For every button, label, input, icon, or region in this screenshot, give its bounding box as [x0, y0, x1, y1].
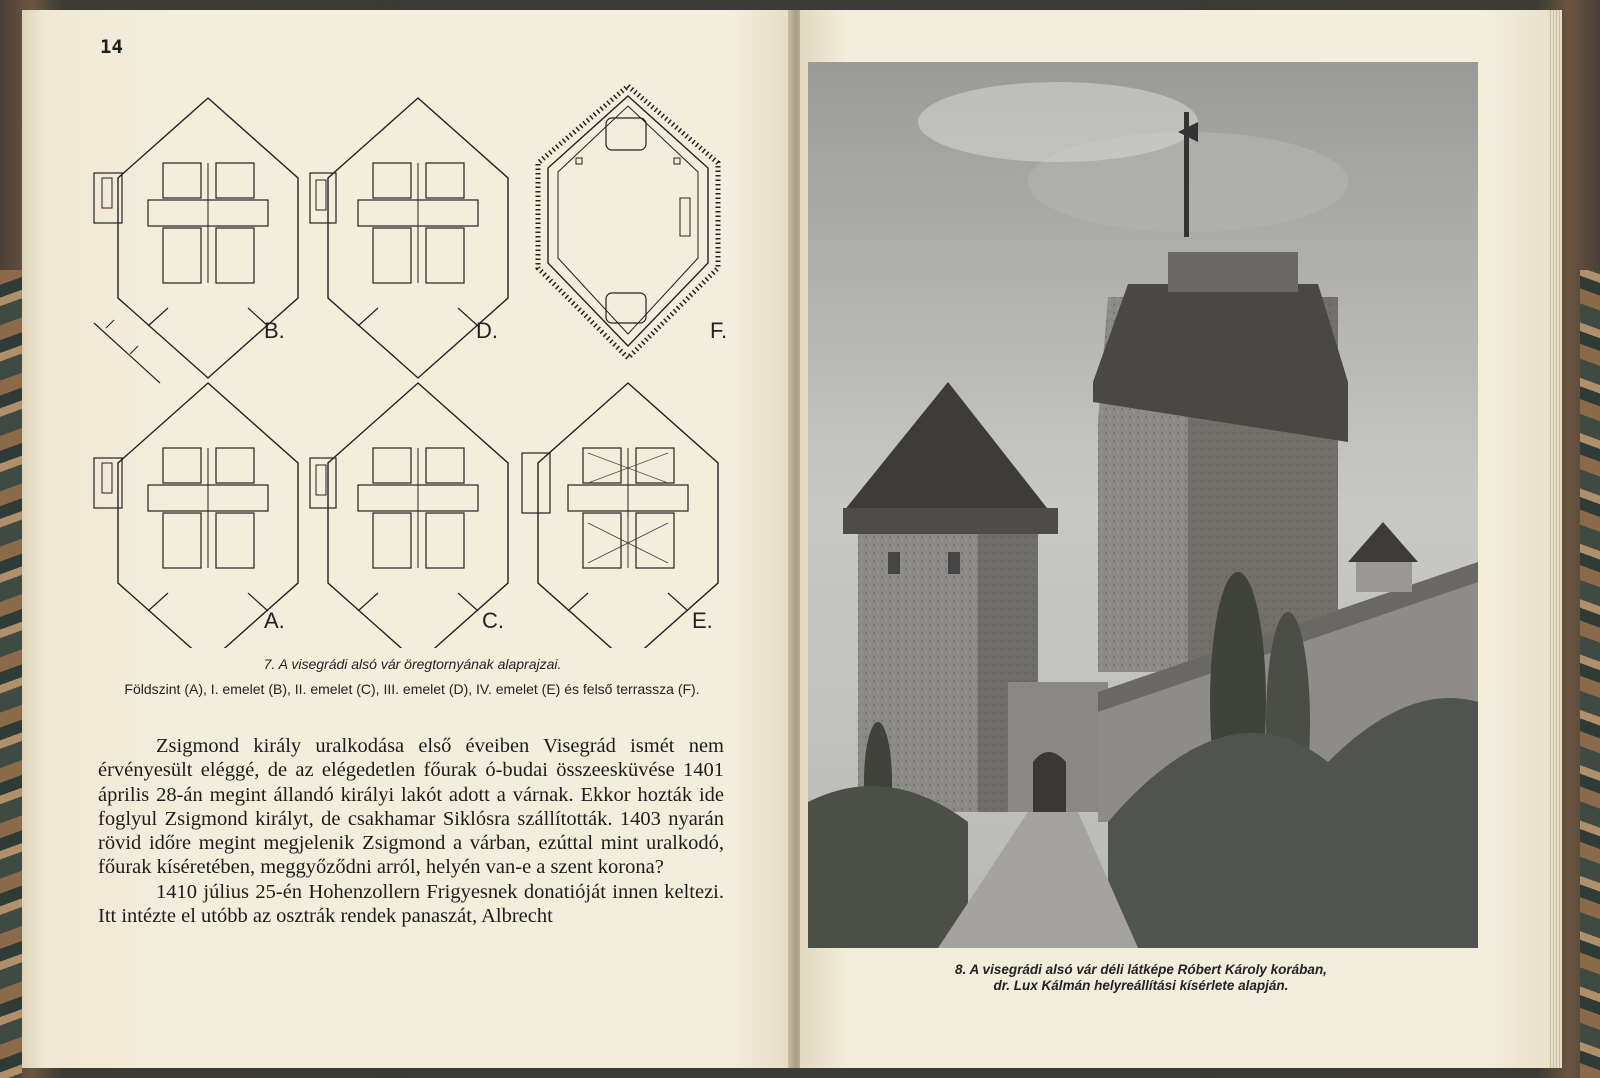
paragraph-2: 1410 július 25-én Hohenzollern Frigyesnek donatióját innen keltezi. Itt intézte el utóbb az osztrák rendek panaszát, Albrecht [98, 880, 724, 928]
plan-label-e: E. [692, 608, 713, 633]
castle-illustration [808, 62, 1478, 948]
page-number: 14 [100, 36, 123, 58]
plan-label-d: D. [476, 318, 498, 343]
marbled-edge-right [1580, 270, 1600, 1078]
plan-label-b: B. [264, 318, 285, 343]
plan-label-c: C. [482, 608, 504, 633]
figure-8-caption-line-1: 8. A visegrádi alsó vár déli látképe Róbert Károly korában, [955, 962, 1327, 977]
page-edges [1548, 10, 1562, 1068]
plan-label-a: A. [264, 608, 285, 633]
marbled-edge-left [0, 270, 22, 1078]
floor-plans-figure [88, 78, 738, 648]
figure-7-caption: Földszint (A), I. emelet (B), II. emelet (C), III. emelet (D), IV. emelet (E) és felső terrassza (F). [124, 681, 700, 697]
body-text [98, 734, 724, 928]
figure-8-caption-line-2: dr. Lux Kálmán helyreállítási kísérlete alapján. [993, 978, 1289, 993]
figure-7-title: 7. A visegrádi alsó vár öregtornyának alaprajzai. [263, 656, 562, 672]
plan-label-f: F. [710, 318, 728, 343]
paragraph-1: Zsigmond király uralkodása első éveiben Visegrád ismét nem érvényesült eléggé, de az elégedetlen főurak ó-budai összeesküvése 1401 április 28-án megint állandó királyi lakót adott a várnak. Ekkor hozták ide foglyul Zsigmond királyt, de csakhamar Siklósra szállították. 1403 nyarán rövid időre megint megjelenik Zsigmond a várban, ezúttal mint uralkodó, főurak kíséretében, meggyőződni arról, helyén van-e a szent korona? [98, 735, 724, 879]
figure-8-caption [836, 962, 1446, 994]
